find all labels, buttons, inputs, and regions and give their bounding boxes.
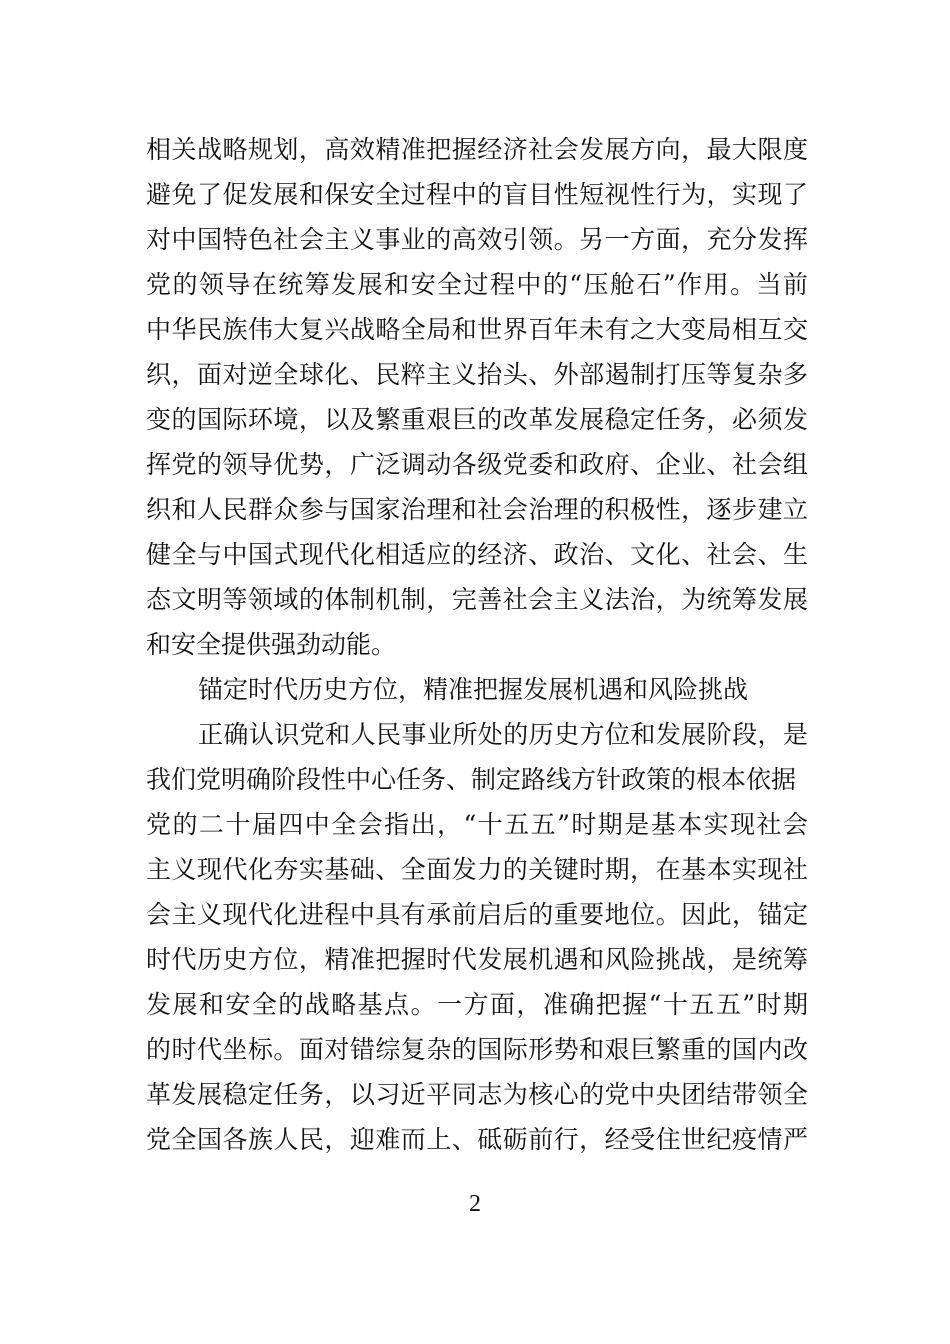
text-line: 的时代坐标。面对错综复杂的国际形势和艰巨繁重的国内改 bbox=[146, 1035, 808, 1064]
text-line: 健全与中国式现代化相适应的经济、政治、文化、社会、生 bbox=[146, 540, 808, 569]
paragraph-end-line: 和安全提供强劲动能。 bbox=[146, 630, 397, 659]
text-line: 发展和安全的战略基点。一方面，准确把握“十五五”时期 bbox=[146, 990, 808, 1019]
text-line: 相关战略规划，高效精准把握经济社会发展方向，最大限度 bbox=[146, 135, 808, 164]
text-line: 党全国各族人民，迎难而上、砥砺前行，经受住世纪疫情严 bbox=[146, 1125, 808, 1154]
section-heading: 锚定时代历史方位，精准把握发展机遇和风险挑战 bbox=[198, 675, 749, 704]
text-line: 织和人民群众参与国家治理和社会治理的积极性，逐步建立 bbox=[146, 495, 808, 524]
text-line: 变的国际环境，以及繁重艰巨的改革发展稳定任务，必须发 bbox=[146, 405, 808, 434]
page-number: 2 bbox=[469, 1191, 481, 1217]
text-line: 态文明等领域的体制机制，完善社会主义法治，为统筹发展 bbox=[146, 585, 808, 614]
text-line: 挥党的领导优势，广泛调动各级党委和政府、企业、社会组 bbox=[146, 450, 808, 479]
text-line: 时代历史方位，精准把握时代发展机遇和风险挑战，是统筹 bbox=[146, 945, 808, 974]
text-line: 避免了促发展和保安全过程中的盲目性短视性行为，实现了 bbox=[146, 180, 808, 209]
text-line: 主义现代化夯实基础、全面发力的关键时期，在基本实现社 bbox=[146, 855, 808, 884]
body-text bbox=[146, 127, 808, 1162]
text-line: 党的领导在统筹发展和安全过程中的“压舱石”作用。当前 bbox=[146, 270, 808, 299]
paragraph-first-line: 正确认识党和人民事业所处的历史方位和发展阶段，是 bbox=[198, 720, 808, 749]
text-line: 党的二十届四中全会指出，“十五五”时期是基本实现社会 bbox=[146, 810, 808, 839]
text-line: 会主义现代化进程中具有承前启后的重要地位。因此，锚定 bbox=[146, 900, 808, 929]
text-line: 我们党明确阶段性中心任务、制定路线方针政策的根本依据 bbox=[146, 765, 797, 794]
text-line: 对中国特色社会主义事业的高效引领。另一方面，充分发挥 bbox=[146, 225, 808, 254]
text-line: 中华民族伟大复兴战略全局和世界百年未有之大变局相互交 bbox=[146, 315, 808, 344]
text-line: 织，面对逆全球化、民粹主义抬头、外部遏制打压等复杂多 bbox=[146, 360, 808, 389]
text-line: 革发展稳定任务，以习近平同志为核心的党中央团结带领全 bbox=[146, 1080, 808, 1109]
